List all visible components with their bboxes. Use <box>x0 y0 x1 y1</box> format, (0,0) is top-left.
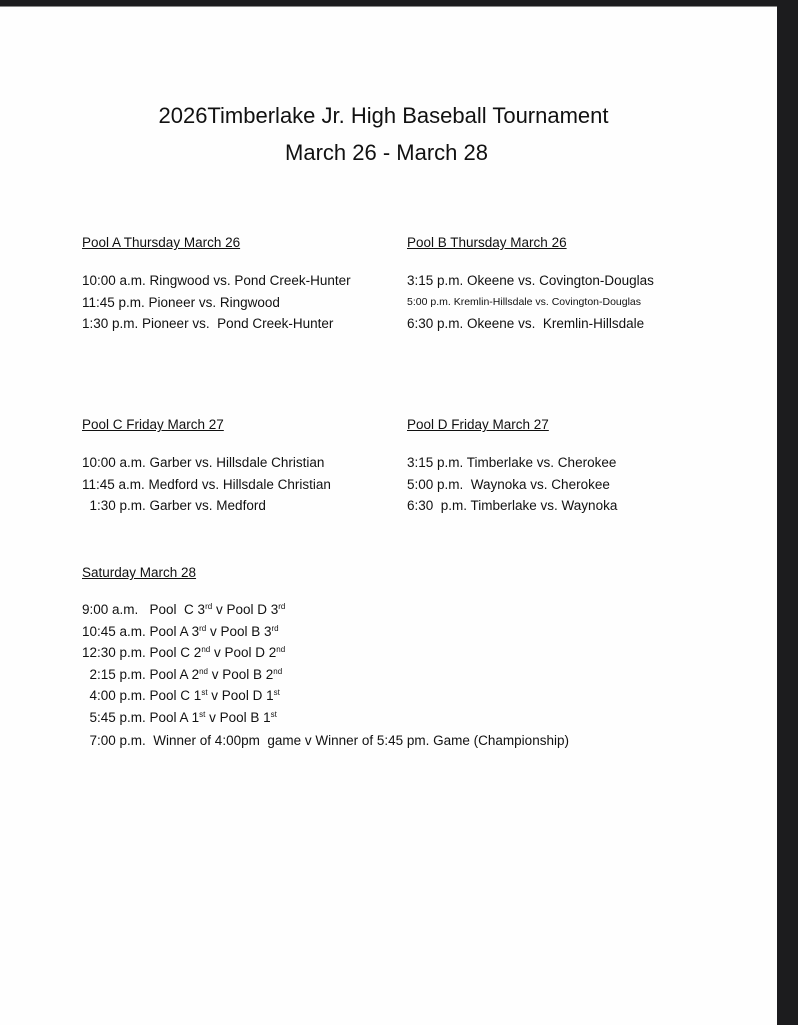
game-line: 10:00 a.m. Ringwood vs. Pond Creek-Hunter <box>82 273 351 288</box>
pool-header: Pool D Friday March 27 <box>407 417 549 432</box>
game-line: 9:00 a.m. Pool C 3rd v Pool D 3rd <box>82 602 286 617</box>
game-line: 11:45 p.m. Pioneer vs. Ringwood <box>82 294 280 310</box>
game-line: 12:30 p.m. Pool C 2nd v Pool D 2nd <box>82 645 286 660</box>
game-line: 3:15 p.m. Okeene vs. Covington-Douglas <box>407 273 654 288</box>
game-line: 11:45 a.m. Medford vs. Hillsdale Christian <box>82 476 331 492</box>
game-line: 10:45 a.m. Pool A 3rd v Pool B 3rd <box>82 623 279 639</box>
game-line: 5:00 p.m. Kremlin-Hillsdale vs. Covington-Douglas <box>407 295 642 308</box>
game-line: 5:00 p.m. Waynoka vs. Cherokee <box>407 476 610 492</box>
pool-d <box>407 417 617 517</box>
game-line: 6:30 p.m. Timberlake vs. Waynoka <box>407 498 618 513</box>
document-page <box>0 6 777 1025</box>
game-line: 3:15 p.m. Timberlake vs. Cherokee <box>407 455 617 470</box>
game-line: 6:30 p.m. Okeene vs. Kremlin-Hillsdale <box>407 316 645 331</box>
document-subtitle: March 26 - March 28 <box>285 140 488 165</box>
pool-b <box>407 235 654 335</box>
saturday-schedule <box>82 565 569 752</box>
document-title: 2026Timberlake Jr. High Baseball Tournament <box>158 103 609 128</box>
game-line: 4:00 p.m. Pool C 1st v Pool D 1st <box>82 688 280 703</box>
game-line: 1:30 p.m. Pioneer vs. Pond Creek-Hunter <box>82 316 334 331</box>
game-line: 1:30 p.m. Garber vs. Medford <box>82 498 266 513</box>
pool-header: Pool C Friday March 27 <box>82 417 224 432</box>
pool-a <box>82 235 351 335</box>
pool-c <box>82 417 331 517</box>
game-line: 5:45 p.m. Pool A 1st v Pool B 1st <box>82 709 277 725</box>
pool-header: Pool B Thursday March 26 <box>407 235 567 250</box>
game-line: 10:00 a.m. Garber vs. Hillsdale Christian <box>82 455 325 470</box>
game-line: 2:15 p.m. Pool A 2nd v Pool B 2nd <box>82 666 283 682</box>
pool-header: Pool A Thursday March 26 <box>82 235 241 250</box>
saturday-header: Saturday March 28 <box>82 565 197 580</box>
championship-line: 7:00 p.m. Winner of 4:00pm game v Winner of 5:45 pm. Game (Championship) <box>82 733 569 748</box>
